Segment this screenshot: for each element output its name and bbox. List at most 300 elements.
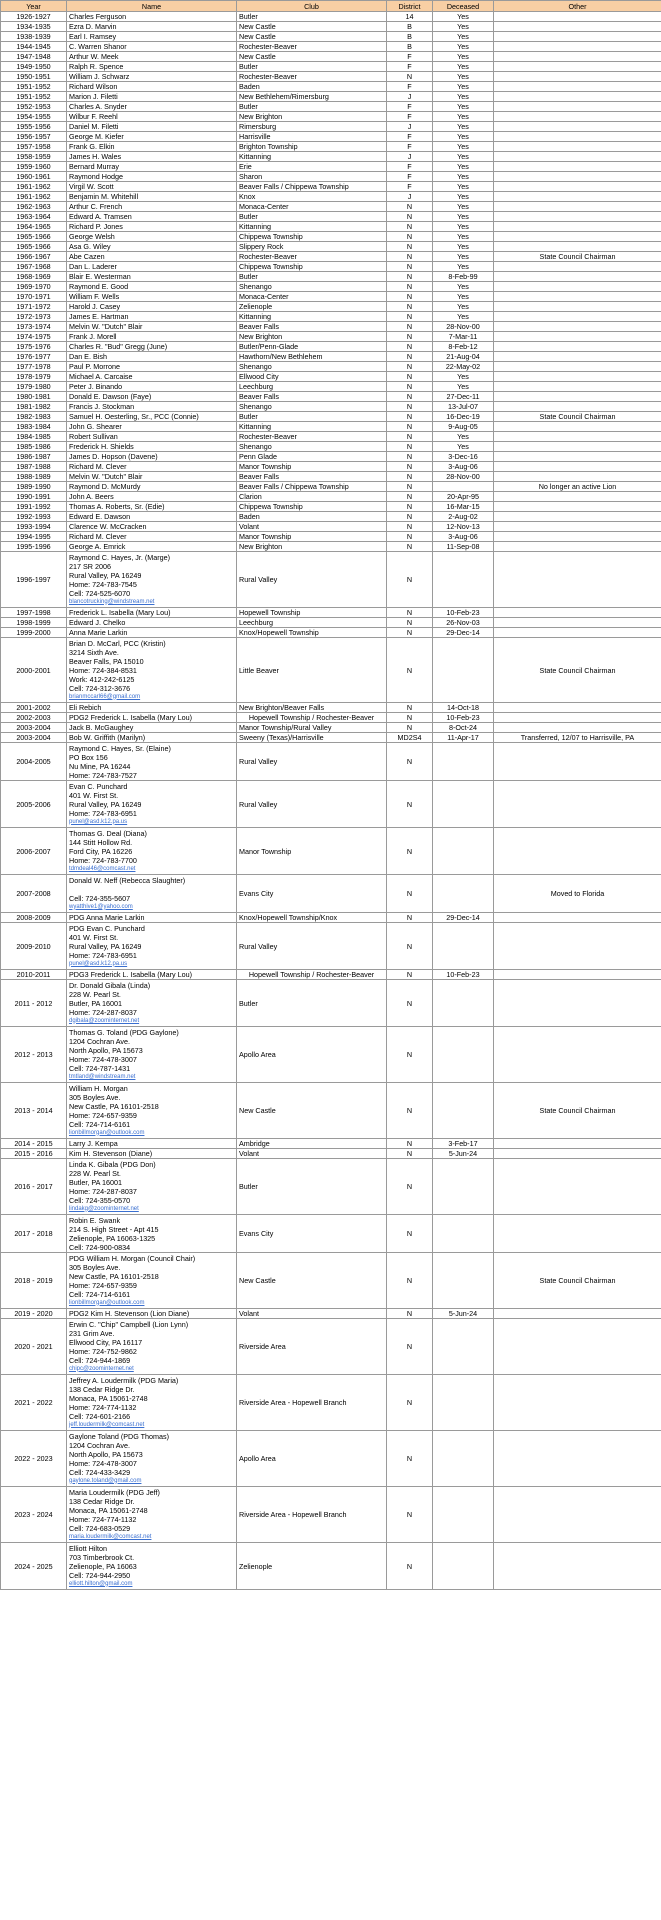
cell-club: Clarion [237, 492, 387, 502]
cell-name [67, 112, 237, 122]
member-name: Richard P. Jones [69, 222, 123, 231]
cell-other [494, 192, 661, 202]
cell-other [494, 618, 661, 628]
contact-line: Home: 724-657-9359 [69, 1280, 137, 1290]
table-row [1, 980, 661, 1027]
contact-line: North Apollo, PA 15673 [69, 1449, 143, 1459]
cell-district: N [387, 262, 433, 272]
cell-district: B [387, 32, 433, 42]
member-name: Richard Wilson [69, 82, 118, 91]
cell-year: 1949-1950 [1, 62, 67, 72]
member-name: Harold J. Casey [69, 302, 121, 311]
member-name: Anna Marie Larkin [69, 628, 128, 637]
cell-name [67, 232, 237, 242]
cell-year: 1971-1972 [1, 302, 67, 312]
cell-deceased: Yes [433, 172, 494, 182]
cell-deceased: Yes [433, 292, 494, 302]
cell-deceased [433, 1487, 494, 1543]
email-link[interactable]: punel@asd.k12.pa.us [69, 818, 128, 825]
cell-name [67, 713, 237, 723]
member-name: Samuel H. Oesterling, Sr., PCC (Connie) [69, 412, 199, 421]
cell-club: Kittanning [237, 312, 387, 322]
cell-deceased: Yes [433, 372, 494, 382]
contact-line: 228 W. Pearl St. [69, 989, 121, 999]
cell-year: 1979-1980 [1, 382, 67, 392]
contact-line: New Castle, PA 16101-2518 [69, 1101, 159, 1111]
cell-year: 1974-1975 [1, 332, 67, 342]
contact-line: Cell: 724-714-6161 [69, 1119, 131, 1129]
header-year: Year [1, 1, 67, 12]
cell-name [67, 172, 237, 182]
cell-district: F [387, 132, 433, 142]
table-row [1, 542, 661, 552]
contact-line: Beaver Falls, PA 15010 [69, 656, 144, 666]
cell-year: 1978-1979 [1, 372, 67, 382]
cell-name [67, 422, 237, 432]
cell-name [67, 162, 237, 172]
cell-name [67, 222, 237, 232]
email-link[interactable]: tmtland@windstream.net [69, 1073, 136, 1080]
member-name: James H. Wales [69, 152, 122, 161]
cell-club: Hawthorn/New Bethlehem [237, 352, 387, 362]
cell-deceased: Yes [433, 432, 494, 442]
cell-district: N [387, 282, 433, 292]
cell-deceased: Yes [433, 92, 494, 102]
member-name: Daniel M. Filetti [69, 122, 119, 131]
cell-club: Zelienople [237, 302, 387, 312]
cell-club: Beaver Falls / Chippewa Township [237, 482, 387, 492]
member-name: Dan E. Bish [69, 352, 107, 361]
cell-deceased [433, 1319, 494, 1375]
contact-line: 305 Boyles Ave. [69, 1262, 121, 1272]
cell-district: N [387, 352, 433, 362]
cell-other [494, 202, 661, 212]
contact-line: Cell: 724-787-1431 [69, 1063, 131, 1073]
contact-line: Home: 724-752-9862 [69, 1346, 137, 1356]
email-link[interactable]: jeff.loudermilk@comcast.net [69, 1421, 145, 1428]
cell-year: 1962-1963 [1, 202, 67, 212]
cell-club: New Brighton [237, 542, 387, 552]
cell-deceased: Yes [433, 162, 494, 172]
member-name: Benjamin M. Whitehill [69, 192, 139, 201]
cell-name [67, 733, 237, 743]
cell-district: N [387, 72, 433, 82]
cell-other [494, 212, 661, 222]
cell-club: Monaca-Center [237, 292, 387, 302]
member-name: Brian D. McCarl, PCC (Kristin) [69, 638, 166, 648]
cell-year: 1951-1952 [1, 82, 67, 92]
header-deceased: Deceased [433, 1, 494, 12]
cell-deceased: Yes [433, 152, 494, 162]
contact-line: Rural Valley, PA 16249 [69, 941, 142, 951]
header-district: District [387, 1, 433, 12]
member-name: Robin E. Swank [69, 1215, 121, 1225]
member-name: Linda K. Gibala (PDG Don) [69, 1159, 156, 1169]
cell-club: Baden [237, 512, 387, 522]
cell-name [67, 1487, 237, 1543]
table-row [1, 32, 661, 42]
contact-line: PO Box 156 [69, 752, 108, 762]
cell-other [494, 472, 661, 482]
table-row [1, 222, 661, 232]
cell-club: Rural Valley [237, 743, 387, 781]
member-name: Wilbur F. Reehl [69, 112, 118, 121]
cell-name [67, 262, 237, 272]
cell-other [494, 92, 661, 102]
cell-deceased: 11-Apr-17 [433, 733, 494, 743]
cell-club: Harrisville [237, 132, 387, 142]
email-link[interactable]: tdmdeal46@comcast.net [69, 865, 136, 872]
table-row [1, 532, 661, 542]
cell-name [67, 102, 237, 112]
cell-name [67, 362, 237, 372]
email-link[interactable]: dgibala@zoominternet.net [69, 1017, 140, 1024]
email-link[interactable]: lindakg@zoominternet.net [69, 1205, 139, 1212]
cell-deceased: 28-Nov-00 [433, 322, 494, 332]
cell-name [67, 608, 237, 618]
cell-club: Rochester-Beaver [237, 432, 387, 442]
cell-name [67, 352, 237, 362]
cell-district: N [387, 608, 433, 618]
cell-district: N [387, 1027, 433, 1083]
member-name: James D. Hopson (Davene) [69, 452, 158, 461]
table-row [1, 212, 661, 222]
member-name: Clarence W. McCracken [69, 522, 147, 531]
contact-line: Ellwood City, PA 16117 [69, 1337, 143, 1347]
member-name: Asa G. Wiley [69, 242, 111, 251]
cell-district: B [387, 42, 433, 52]
cell-name [67, 372, 237, 382]
table-row [1, 913, 661, 923]
contact-line: Cell: 724-601-2166 [69, 1411, 131, 1421]
cell-club: Hopewell Township [237, 608, 387, 618]
cell-club: Knox [237, 192, 387, 202]
cell-district: N [387, 382, 433, 392]
contact-line: 217 SR 2006 [69, 561, 111, 571]
cell-deceased: 10-Feb-23 [433, 970, 494, 980]
cell-other [494, 723, 661, 733]
cell-year: 2014 - 2015 [1, 1139, 67, 1149]
cell-district: N [387, 875, 433, 913]
table-row [1, 82, 661, 92]
cell-name [67, 342, 237, 352]
table-row [1, 232, 661, 242]
email-link[interactable]: blancotrucking@windstream.net [69, 598, 155, 605]
contact-line: Home: 724-478-3007 [69, 1054, 137, 1064]
email-link[interactable]: brianmccarl66@gmail.com [69, 693, 141, 700]
cell-year: 1977-1978 [1, 362, 67, 372]
table-row [1, 312, 661, 322]
cell-district: N [387, 1375, 433, 1431]
cell-name [67, 1159, 237, 1215]
contact-line: Cell: 724-355-0570 [69, 1195, 131, 1205]
cell-year: 2021 - 2022 [1, 1375, 67, 1431]
member-name: Donald E. Dawson (Faye) [69, 392, 152, 401]
cell-deceased: Yes [433, 142, 494, 152]
contact-line: 401 W. First St. [69, 932, 119, 942]
cell-club: Erie [237, 162, 387, 172]
email-link[interactable]: punel@asd.k12.pa.us [69, 960, 128, 967]
cell-year: 1961-1962 [1, 182, 67, 192]
cell-district: F [387, 142, 433, 152]
table-row [1, 402, 661, 412]
cell-deceased: 7-Mar-11 [433, 332, 494, 342]
cell-other [494, 322, 661, 332]
cell-deceased: Yes [433, 182, 494, 192]
table-row [1, 432, 661, 442]
cell-year: 1984-1985 [1, 432, 67, 442]
cell-name [67, 472, 237, 482]
cell-name [67, 152, 237, 162]
cell-deceased: Yes [433, 252, 494, 262]
cell-year: 1972-1973 [1, 312, 67, 322]
cell-other [494, 392, 661, 402]
cell-year: 1983-1984 [1, 422, 67, 432]
cell-club: New Castle [237, 52, 387, 62]
cell-deceased: 5-Jun-24 [433, 1149, 494, 1159]
cell-year: 1965-1966 [1, 242, 67, 252]
cell-district: N [387, 422, 433, 432]
cell-other [494, 913, 661, 923]
cell-name [67, 302, 237, 312]
table-row [1, 1375, 661, 1431]
table-row [1, 492, 661, 502]
cell-deceased [433, 980, 494, 1027]
cell-name [67, 92, 237, 102]
cell-year: 1957-1958 [1, 142, 67, 152]
cell-club: Rimersburg [237, 122, 387, 132]
cell-name [67, 392, 237, 402]
cell-name [67, 618, 237, 628]
cell-district: N [387, 980, 433, 1027]
cell-club: New Brighton [237, 332, 387, 342]
cell-other [494, 382, 661, 392]
cell-district: F [387, 172, 433, 182]
cell-club: Manor Township [237, 532, 387, 542]
table-row [1, 12, 661, 22]
cell-district: J [387, 192, 433, 202]
cell-district: 14 [387, 12, 433, 22]
table-row [1, 1027, 661, 1083]
cell-other [494, 112, 661, 122]
cell-club: Rochester-Beaver [237, 72, 387, 82]
cell-district: N [387, 392, 433, 402]
email-link[interactable]: elliott.hilton@gmail.com [69, 1580, 133, 1587]
email-link[interactable]: lionbillmorgan@outlook.com [69, 1129, 145, 1136]
member-name: Elliott Hilton [69, 1543, 107, 1553]
cell-deceased [433, 1159, 494, 1215]
cell-deceased [433, 1431, 494, 1487]
cell-year: 2016 - 2017 [1, 1159, 67, 1215]
cell-name [67, 1431, 237, 1487]
member-name: PDG Evan C. Punchard [69, 923, 145, 933]
cell-other [494, 703, 661, 713]
cell-club: Rural Valley [237, 552, 387, 608]
cell-year: 1952-1953 [1, 102, 67, 112]
cell-club: New Brighton [237, 112, 387, 122]
cell-name [67, 72, 237, 82]
cell-other [494, 52, 661, 62]
cell-deceased: 10-Feb-23 [433, 608, 494, 618]
contact-line: New Castle, PA 16101-2518 [69, 1271, 159, 1281]
cell-other [494, 608, 661, 618]
cell-name [67, 703, 237, 713]
cell-year: 1992-1993 [1, 512, 67, 522]
cell-year: 1975-1976 [1, 342, 67, 352]
cell-other [494, 22, 661, 32]
contact-line: 3214 Sixth Ave. [69, 647, 119, 657]
cell-other [494, 172, 661, 182]
cell-other [494, 462, 661, 472]
table-row [1, 1139, 661, 1149]
cell-deceased: 8-Oct-24 [433, 723, 494, 733]
contact-line: 144 Stitt Hollow Rd. [69, 837, 133, 847]
member-name: Earl I. Ramsey [69, 32, 117, 41]
cell-other [494, 132, 661, 142]
member-name: Edward J. Chelko [69, 618, 126, 627]
cell-district: F [387, 52, 433, 62]
cell-name [67, 1319, 237, 1375]
member-name: John G. Shearer [69, 422, 122, 431]
cell-year: 1988-1989 [1, 472, 67, 482]
member-name: Jeffrey A. Loudermilk (PDG Maria) [69, 1375, 179, 1385]
cell-club: Butler [237, 62, 387, 72]
cell-district: N [387, 828, 433, 875]
cell-deceased [433, 1215, 494, 1253]
cell-year: 1991-1992 [1, 502, 67, 512]
cell-other: State Council Chairman [494, 1253, 661, 1309]
contact-line: Cell: 724-900-0834 [69, 1242, 131, 1252]
cell-district: N [387, 1309, 433, 1319]
contact-line: Home: 724-384-8531 [69, 665, 137, 675]
cell-other [494, 372, 661, 382]
table-row [1, 1083, 661, 1139]
table-row [1, 781, 661, 828]
cell-name [67, 132, 237, 142]
table-row [1, 282, 661, 292]
member-name: Raymond C. Hayes, Jr. (Marge) [69, 552, 171, 562]
cell-name [67, 781, 237, 828]
cell-deceased: Yes [433, 312, 494, 322]
cell-year: 1926-1927 [1, 12, 67, 22]
cell-district: F [387, 162, 433, 172]
cell-club: Beaver Falls [237, 322, 387, 332]
cell-name [67, 192, 237, 202]
cell-deceased [433, 923, 494, 970]
member-name: George A. Emrick [69, 542, 126, 551]
cell-name [67, 923, 237, 970]
email-link[interactable]: chipc@zoominternet.net [69, 1365, 134, 1372]
cell-deceased: Yes [433, 202, 494, 212]
member-name: Edward A. Tramsen [69, 212, 132, 221]
cell-club: Beaver Falls [237, 472, 387, 482]
cell-district: F [387, 62, 433, 72]
cell-deceased [433, 638, 494, 703]
contact-line: Home: 724-774-1132 [69, 1514, 137, 1524]
cell-year: 1982-1983 [1, 412, 67, 422]
cell-other [494, 1431, 661, 1487]
table-row [1, 1253, 661, 1309]
cell-club: Evans City [237, 1215, 387, 1253]
table-row [1, 1159, 661, 1215]
cell-other [494, 312, 661, 322]
member-name: Raymond C. Hayes, Sr. (Elaine) [69, 743, 171, 753]
member-name: Thomas A. Roberts, Sr. (Edie) [69, 502, 165, 511]
cell-year: 2006-2007 [1, 828, 67, 875]
member-name: C. Warren Shanor [69, 42, 127, 51]
cell-club: Shenango [237, 282, 387, 292]
member-name: Charles Ferguson [69, 12, 127, 21]
cell-name [67, 980, 237, 1027]
cell-district: J [387, 152, 433, 162]
cell-year: 2017 - 2018 [1, 1215, 67, 1253]
member-name: Charles A. Snyder [69, 102, 127, 111]
cell-district: N [387, 522, 433, 532]
member-name: Gaylone Toland (PDG Thomas) [69, 1431, 170, 1441]
cell-deceased [433, 1543, 494, 1590]
table-row [1, 608, 661, 618]
cell-other [494, 970, 661, 980]
cell-year: 1968-1969 [1, 272, 67, 282]
table-row [1, 262, 661, 272]
cell-name [67, 723, 237, 733]
cell-club: New Castle [237, 1083, 387, 1139]
member-name: Bob W. Griffith (Marilyn) [69, 733, 146, 742]
table-row [1, 382, 661, 392]
contact-line: Rural Valley, PA 16249 [69, 570, 142, 580]
cell-deceased [433, 552, 494, 608]
member-name: Eli Rebich [69, 703, 102, 712]
table-row [1, 1487, 661, 1543]
cell-club: Beaver Falls / Chippewa Township [237, 182, 387, 192]
member-name: Arthur C. French [69, 202, 123, 211]
cell-name [67, 32, 237, 42]
cell-other [494, 182, 661, 192]
cell-deceased: 16-Dec-19 [433, 412, 494, 422]
cell-club: Zelienople [237, 1543, 387, 1590]
cell-other [494, 923, 661, 970]
cell-deceased: 8-Feb-99 [433, 272, 494, 282]
cell-other [494, 122, 661, 132]
table-row [1, 172, 661, 182]
cell-other [494, 1139, 661, 1149]
member-name: Raymond E. Good [69, 282, 129, 291]
cell-name [67, 512, 237, 522]
cell-club: Shenango [237, 402, 387, 412]
cell-year: 2002-2003 [1, 713, 67, 723]
cell-club: New Castle [237, 32, 387, 42]
cell-other: State Council Chairman [494, 252, 661, 262]
contact-line: 703 Timberbrook Ct. [69, 1552, 135, 1562]
contact-line [69, 885, 234, 894]
cell-club: Volant [237, 1149, 387, 1159]
cell-deceased: 11-Sep-08 [433, 542, 494, 552]
cell-name [67, 22, 237, 32]
cell-club: Little Beaver [237, 638, 387, 703]
cell-other [494, 743, 661, 781]
cell-club: Rural Valley [237, 923, 387, 970]
cell-club: Baden [237, 82, 387, 92]
email-link[interactable]: maria.loudermilk@comcast.net [69, 1533, 152, 1540]
email-link[interactable]: gaylone.toland@gmail.com [69, 1477, 142, 1484]
table-row [1, 442, 661, 452]
email-link[interactable]: lionbillmorgan@outlook.com [69, 1299, 145, 1306]
cell-club: Butler [237, 272, 387, 282]
cell-club: Chippewa Township [237, 502, 387, 512]
member-name: Blair E. Westerman [69, 272, 131, 281]
cell-year: 2001-2002 [1, 703, 67, 713]
email-link[interactable]: wyatthive1@yahoo.com [69, 903, 133, 910]
